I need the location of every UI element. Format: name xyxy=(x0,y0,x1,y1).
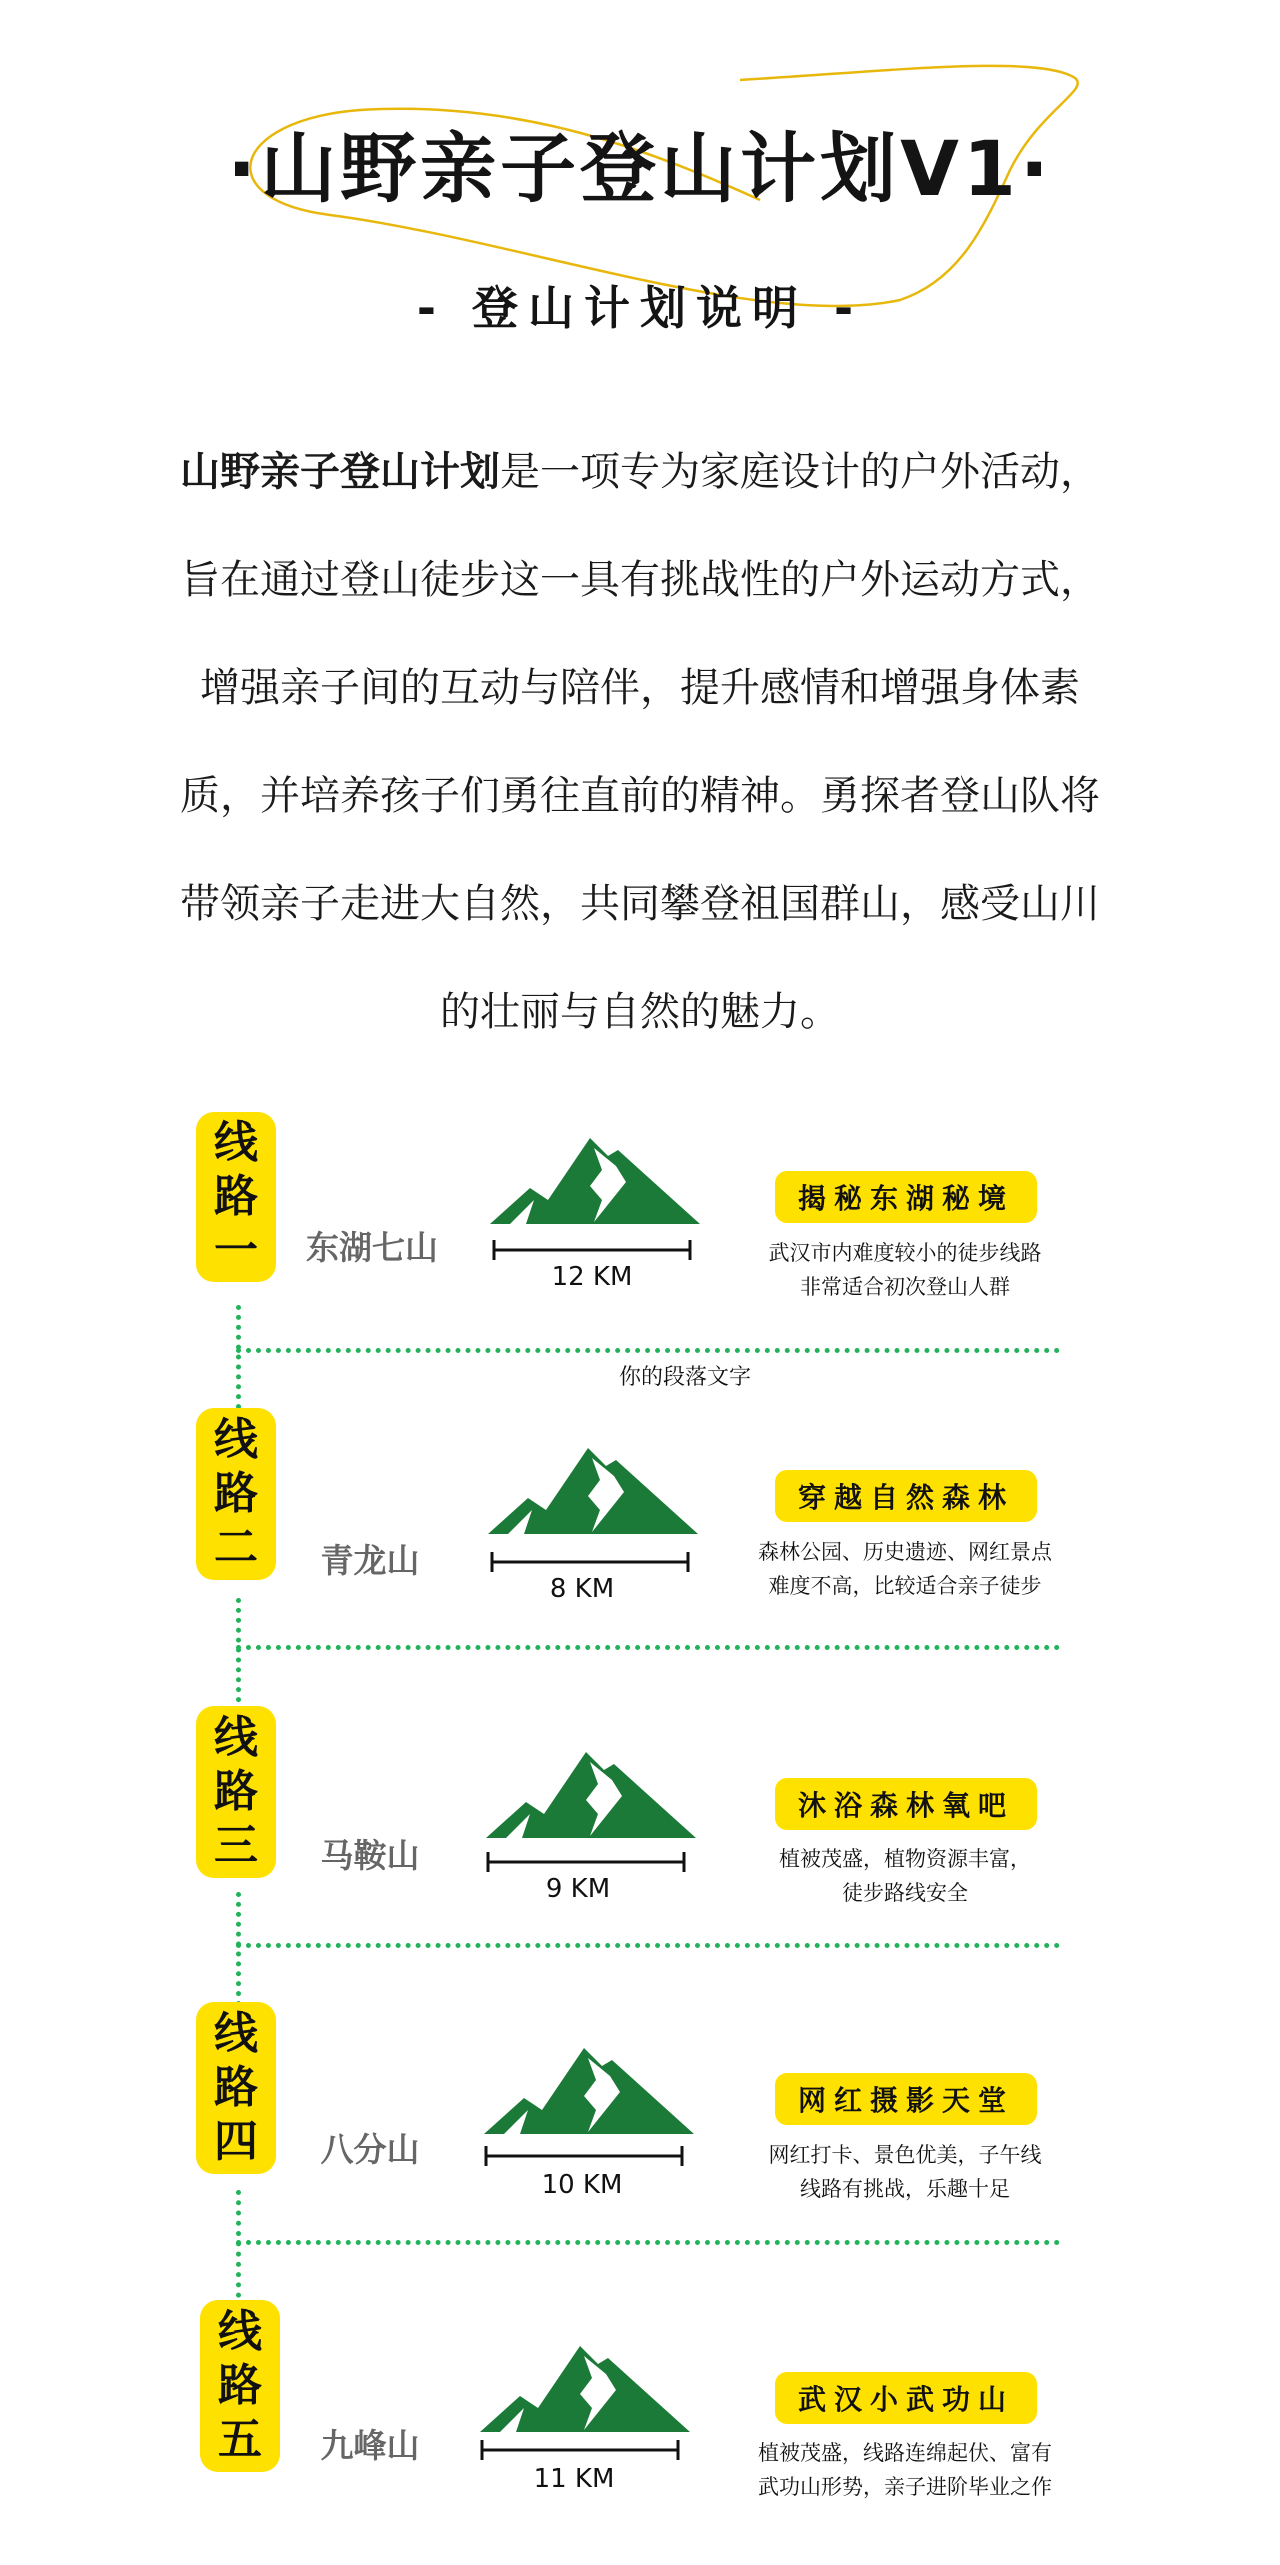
intro-line-1: 山野亲子登山计划是一项专为家庭设计的户外活动， xyxy=(180,449,1100,495)
route-description: 植被茂盛，线路连绵起伏、富有 武功山形势，亲子进阶毕业之作 xyxy=(758,2441,1052,2499)
mountain-icon xyxy=(488,1440,698,1536)
route-description: 植被茂盛，植物资源丰富， 徒步路线安全 xyxy=(779,1847,1031,1905)
mountain-name: 东湖七山 xyxy=(306,1228,438,1267)
intro-line-6: 的壮丽与自然的魅力。 xyxy=(440,989,840,1035)
mountain-icon xyxy=(484,2040,694,2136)
page-subtitle: - 登山计划说明 - xyxy=(416,281,864,335)
intro-line-3: 增强亲子间的互动与陪伴，提升感情和增强身体素 xyxy=(200,665,1080,711)
route-highlight-tag: 揭秘东湖秘境 xyxy=(775,1171,1037,1223)
route-description: 森林公园、历史遗迹、网红景点 难度不高，比较适合亲子徒步 xyxy=(758,1540,1052,1598)
route-divider xyxy=(236,1348,1060,1353)
mountain-name: 青龙山 xyxy=(320,1541,420,1580)
route-highlight-tag: 穿越自然森林 xyxy=(775,1470,1037,1522)
intro-line-5: 带领亲子走进大自然，共同攀登祖国群山，感受山川 xyxy=(180,881,1100,927)
distance-label: 8 KM xyxy=(549,1574,615,1604)
route-description: 武汉市内难度较小的徒步线路 非常适合初次登山人群 xyxy=(768,1241,1042,1299)
mountain-icon xyxy=(486,1744,696,1840)
mountain-icon xyxy=(490,1130,700,1226)
mountain-name: 马鞍山 xyxy=(320,1836,420,1875)
route-highlight-tag: 沐浴森林氧吧 xyxy=(775,1778,1037,1830)
intro-bold-lead: 山野亲子登山计划 xyxy=(180,449,500,495)
route-label-1: 线 路 一 xyxy=(196,1112,276,1282)
route-divider xyxy=(236,1943,1060,1948)
mountain-icon xyxy=(480,2338,690,2434)
intro-paragraph xyxy=(120,418,1160,1066)
route-highlight-tag: 武汉小武功山 xyxy=(775,2372,1037,2424)
timeline-connector xyxy=(236,1598,241,1722)
route-highlight-tag: 网红摄影天堂 xyxy=(775,2073,1037,2125)
distance-label: 10 KM xyxy=(541,2170,623,2200)
route-label-3: 线 路 三 xyxy=(196,1706,276,1878)
mountain-name: 八分山 xyxy=(320,2130,420,2169)
intro-line-2: 旨在通过登山徒步这一具有挑战性的户外运动方式， xyxy=(180,557,1100,603)
route-divider xyxy=(236,1645,1060,1650)
distance-label: 9 KM xyxy=(545,1874,611,1904)
distance-label: 11 KM xyxy=(533,2464,615,2494)
route-label-5: 线 路 五 xyxy=(200,2300,280,2472)
timeline-connector xyxy=(236,2190,241,2308)
timeline-connector xyxy=(236,1892,241,2016)
route-label-4: 线 路 四 xyxy=(196,2002,276,2174)
paragraph-placeholder-text: 你的段落文字 xyxy=(618,1365,751,1390)
mountain-name: 九峰山 xyxy=(320,2426,420,2465)
distance-label: 12 KM xyxy=(551,1262,633,1292)
intro-line-4: 质，并培养孩子们勇往直前的精神。勇探者登山队将 xyxy=(180,773,1100,819)
route-divider xyxy=(236,2240,1060,2245)
route-label-2: 线 路 二 xyxy=(196,1408,276,1580)
page-title: ·山野亲子登山计划V1· xyxy=(227,124,1053,213)
route-description: 网红打卡、景色优美，子午线 线路有挑战，乐趣十足 xyxy=(768,2143,1042,2201)
